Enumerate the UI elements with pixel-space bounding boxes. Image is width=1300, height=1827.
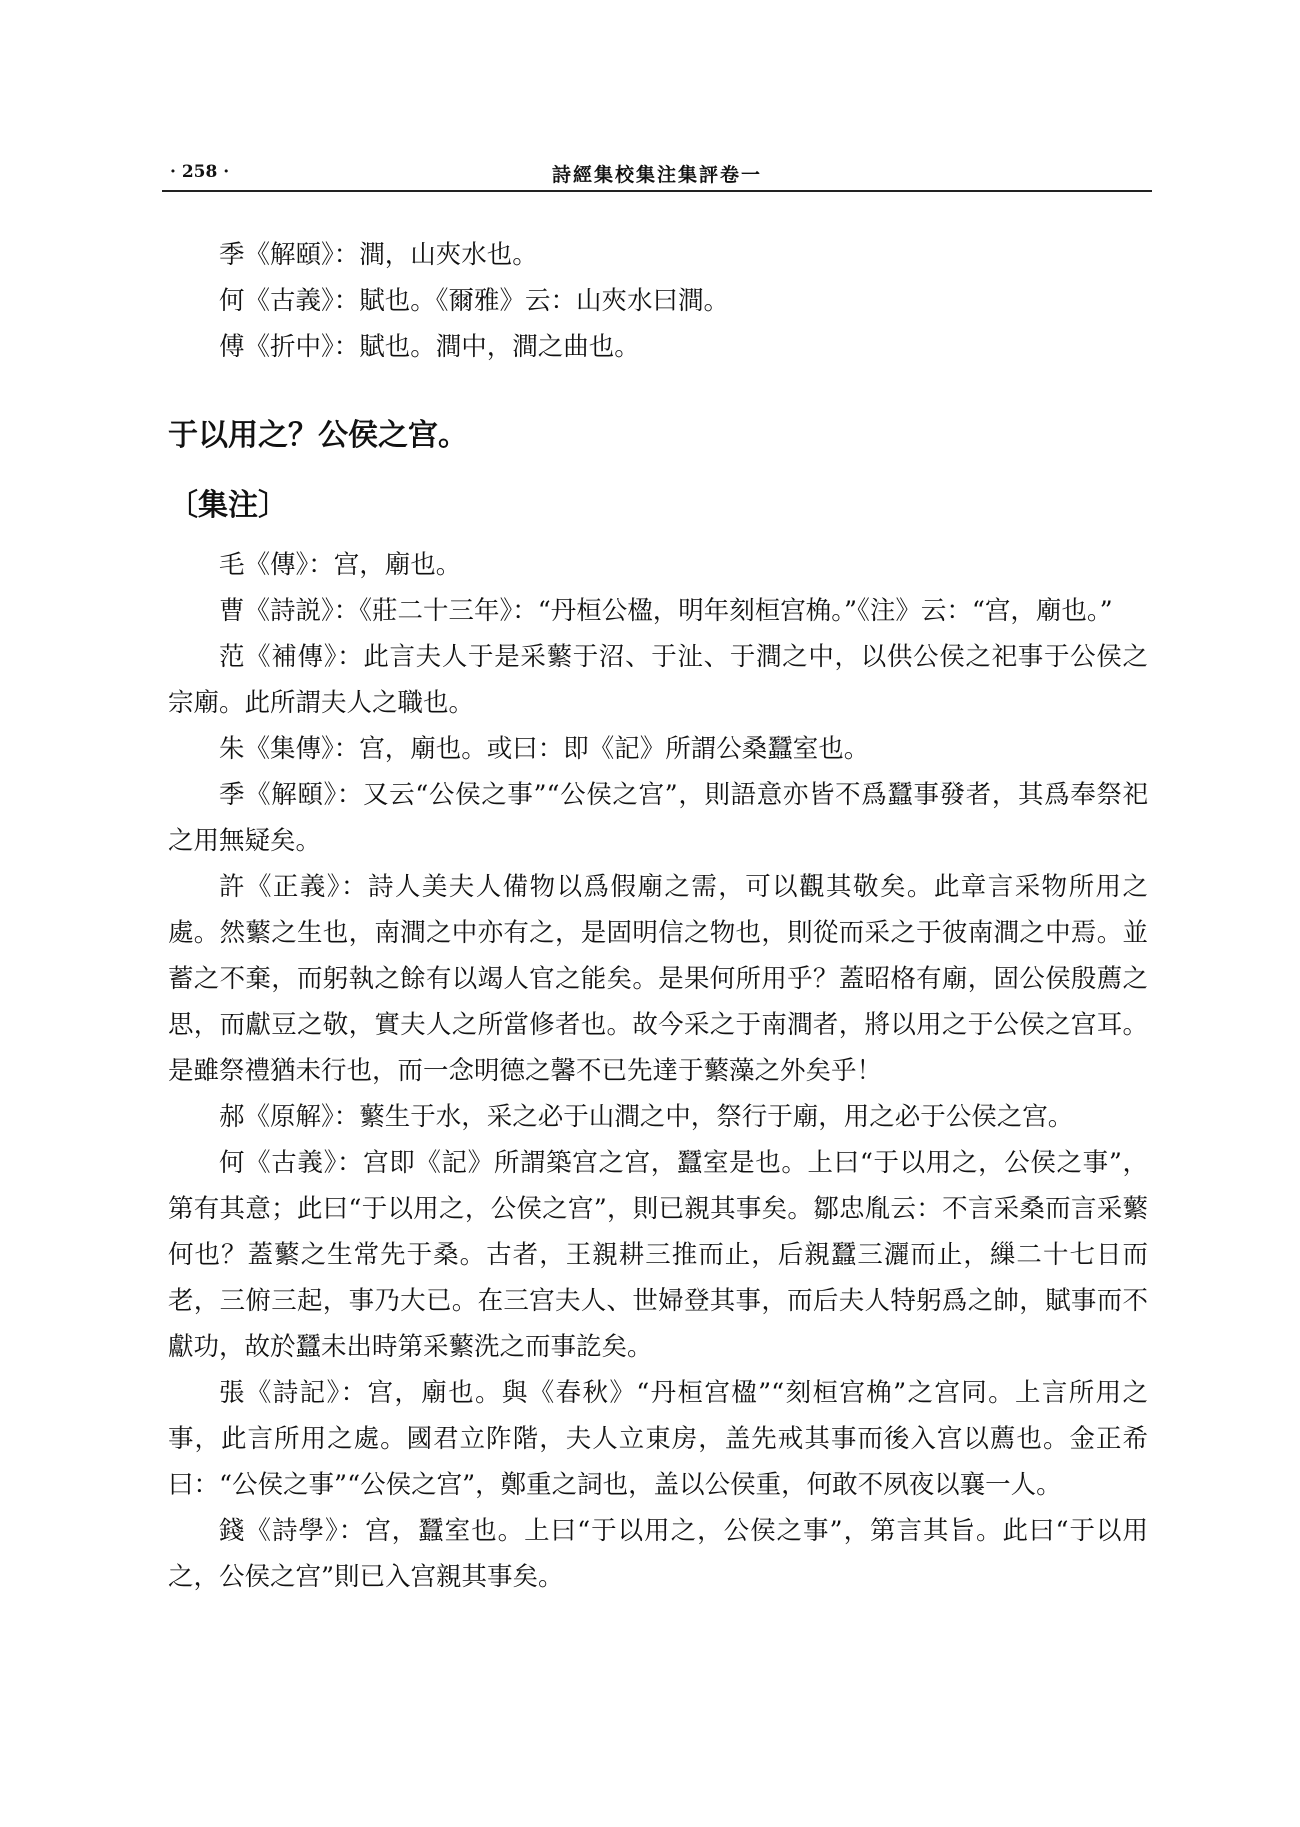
commentary-paragraph: 曹《詩説》：《莊二十三年》：“丹桓公楹，明年刻桓宫桷。”《注》云：“宫，廟也。” (219, 596, 1113, 626)
verse-line: 于以用之？公侯之宫。 (168, 418, 468, 453)
commentary-paragraph: 季《解頤》：又云“公侯之事”“公侯之宫”，則語意亦皆不爲蠶事發者，其爲奉祭祀之用無疑矣。 (168, 780, 1148, 856)
intro-line: 何《古義》：賦也。《爾雅》云：山夾水曰澗。 (219, 286, 730, 316)
commentary-paragraph: 許《正義》：詩人美夫人備物以爲假廟之需，可以觀其敬矣。此章言采物所用之處。然蘩之生也，南澗之中亦有之，是固明信之物也，則從而采之于彼南澗之中焉。並蓄之不棄，而躬執之餘有以竭人官之能矣。是果何所用乎？蓋昭格有廟，固公侯殷薦之思，而獻豆之敬，實夫人之所當修者也。故今采之于南澗者，將以用之于公侯之宫耳。是雖祭禮猶未行也，而一念明德之馨不已先達于蘩藻之外矣乎！ (168, 872, 1148, 1086)
commentary-paragraph: 何《古義》：宫即《記》所謂築宫之宫，蠶室是也。上曰“于以用之，公侯之事”，第有其意；此曰“于以用之，公侯之宫”，則已親其事矣。鄒忠胤云：不言采桑而言采蘩何也？蓋蘩之生常先于桑。古者，王親耕三推而止，后親蠶三灑而止，繅二十七日而老，三俯三起，事乃大已。在三宫夫人、世婦登其事，而后夫人特躬爲之帥，賦事而不獻功，故於蠶未出時第采蘩洗之而事訖矣。 (168, 1148, 1148, 1362)
commentary-paragraph: 郝《原解》：蘩生于水，采之必于山澗之中，祭行于廟，用之必于公侯之宫。 (219, 1102, 1074, 1132)
commentary-paragraph: 范《補傳》：此言夫人于是采蘩于沼、于沚、于澗之中，以供公侯之祀事于公侯之宗廟。此所謂夫人之職也。 (168, 642, 1148, 718)
commentary-paragraph: 張《詩記》：宫，廟也。與《春秋》“丹桓宫楹”“刻桓宫桷”之宫同。上言所用之事，此言所用之處。國君立阼階，夫人立東房，盖先戒其事而後入宫以薦也。金正希曰：“公侯之事”“公侯之宫”，鄭重之詞也，盖以公侯重，何敢不夙夜以襄一人。 (168, 1378, 1148, 1500)
intro-line: 傅《折中》：賦也。澗中，澗之曲也。 (219, 332, 640, 362)
intro-line: 季《解頤》：澗，山夾水也。 (219, 240, 538, 270)
section-title: 〔集注〕 (168, 488, 288, 523)
running-title: 詩經集校集注集評卷一 (551, 164, 762, 186)
commentary-paragraph: 朱《集傳》：宫，廟也。或曰：即《記》所謂公桑蠶室也。 (219, 734, 870, 764)
running-header (162, 158, 1152, 192)
commentary-paragraph: 錢《詩學》：宫，蠶室也。上曰“于以用之，公侯之事”，第言其旨。此曰“于以用之，公侯之宫”則已入宫親其事矣。 (168, 1516, 1148, 1592)
page-body (168, 232, 1148, 1600)
page-number: · 258 · (170, 162, 230, 182)
commentary-paragraph: 毛《傳》：宫，廟也。 (219, 550, 462, 580)
